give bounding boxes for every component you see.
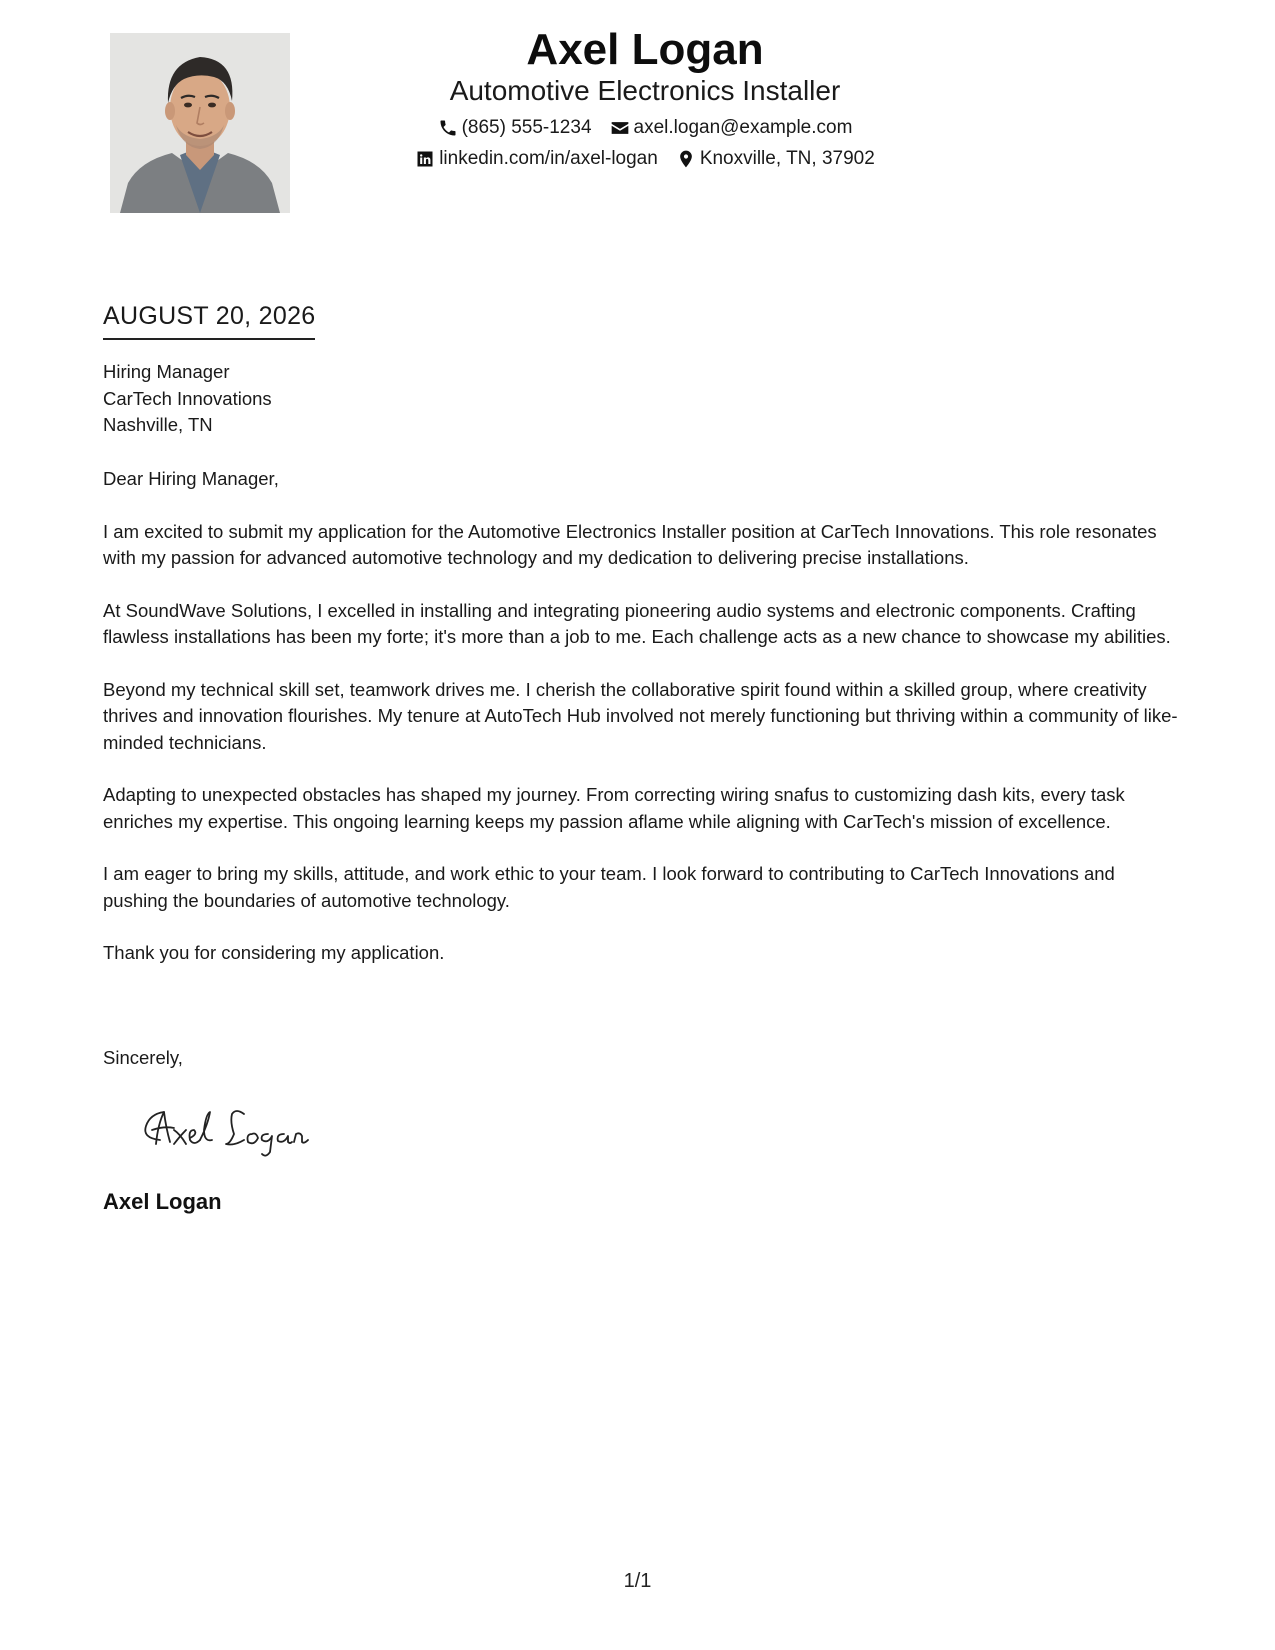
linkedin-contact[interactable] [415,147,658,171]
letter-body [103,466,1178,993]
header [330,24,960,171]
paragraph-6: Thank you for considering my application. [103,942,445,963]
linkedin-text: linkedin.com/in/axel-logan [439,148,658,169]
envelope-icon [610,118,630,138]
phone-contact[interactable] [438,116,592,140]
recipient-location: Nashville, TN [103,414,213,435]
signer-name: Axel Logan [103,1189,222,1214]
paragraph-3: Beyond my technical skill set, teamwork drives me. I cherish the collaborative spirit found within a skilled group, where creativity thrives and innovation flourishes. My tenure at AutoTech Hub involved not merely functioning but thriving within a community of like-minded technicians. [103,678,1178,753]
handwritten-signature [140,1100,340,1160]
recipient-company: CarTech Innovations [103,387,272,409]
salutation: Dear Hiring Manager, [103,468,279,489]
email-text: axel.logan@example.com [633,117,853,138]
paragraph-2: At SoundWave Solutions, I excelled in installing and integrating pioneering audio systems and electronic components. Crafting flawless installations has been my forte; it's more than a job to me. Each challenge acts as a new chance to showcase my abilities. [103,599,1171,647]
location-contact [676,147,875,171]
closing: Sincerely, [103,1047,183,1068]
location-text: Knoxville, TN, 37902 [699,148,875,169]
paragraph-1: I am excited to submit my application for the Automotive Electronics Installer position at CarTech Innovations. This role resonates with my passion for advanced automotive technology and my dedication to delivering precise installations. [103,520,1157,568]
linkedin-icon [415,149,435,169]
page-number: 1/1 [623,1570,652,1592]
paragraph-4: Adapting to unexpected obstacles has shaped my journey. From correcting wiring snafus to customizing dash kits, every task enriches my expertise. This ongoing learning keeps my passion aflame while aligning with CarTech's mission of excellence. [103,784,1125,832]
candidate-name: Axel Logan [526,25,764,74]
letter-date: AUGUST 20, 2026 [103,300,315,340]
job-title: Automotive Electronics Installer [449,75,841,106]
paragraph-5: I am eager to bring my skills, attitude, and work ethic to your team. I look forward to contributing to CarTech Innovations and pushing the boundaries of automotive technology. [103,863,1115,911]
recipient-block [103,359,272,439]
profile-photo [110,33,290,213]
recipient-title: Hiring Manager [103,361,230,382]
phone-icon [438,118,458,138]
map-pin-icon [676,149,696,169]
email-contact[interactable] [610,116,853,140]
contact-row-1 [330,116,960,140]
phone-text: (865) 555-1234 [461,117,592,138]
contact-row-2 [330,147,960,171]
